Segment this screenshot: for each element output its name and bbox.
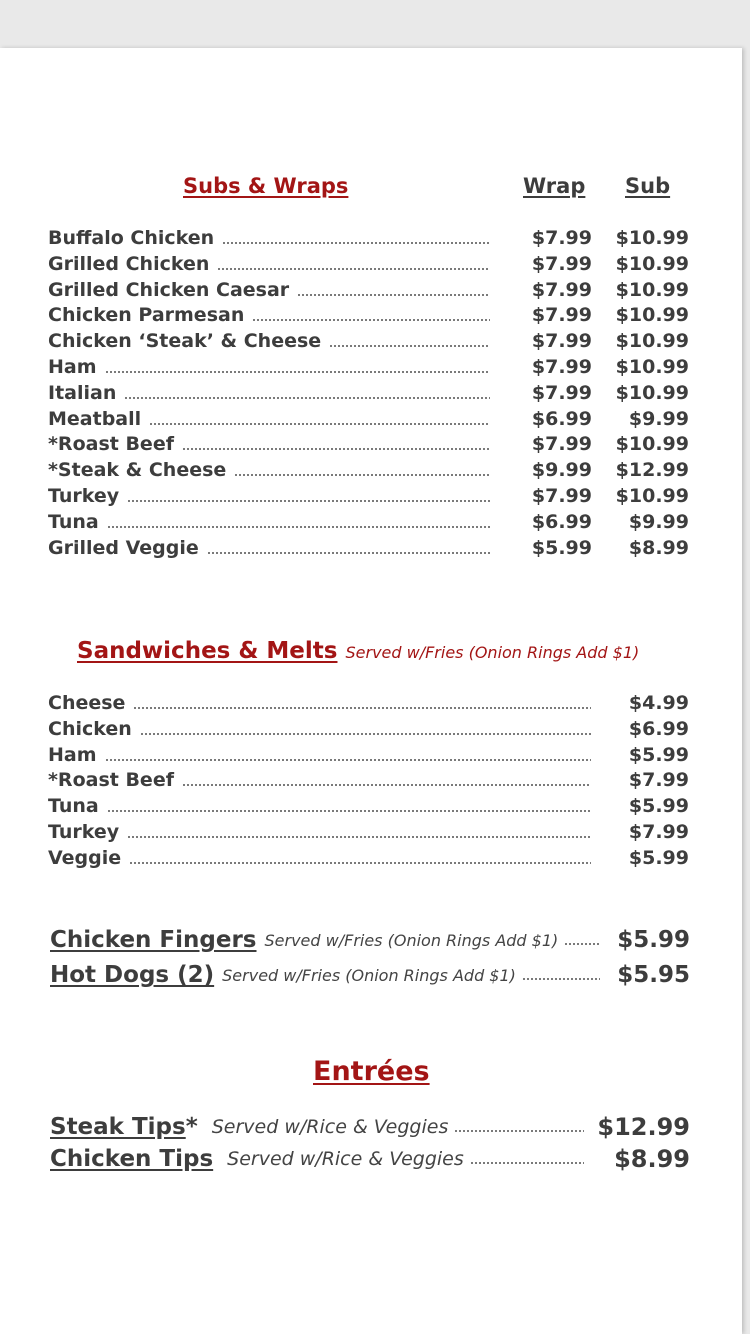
sandwiches-title: Sandwiches & Melts (77, 638, 338, 664)
menu-item-row (48, 225, 689, 251)
special-price: $5.99 (617, 927, 690, 953)
menu-item-row (48, 483, 689, 509)
entree-name: Chicken Tips (50, 1146, 214, 1172)
menu-page (0, 48, 742, 1334)
dot-leader (182, 781, 591, 787)
sub-column-header: Sub (625, 174, 671, 198)
sub-price: $10.99 (615, 304, 689, 327)
dot-leader (140, 730, 591, 736)
dot-leader (149, 420, 490, 426)
menu-item-row (48, 277, 689, 303)
entree-name: Steak Tips (50, 1114, 186, 1140)
entree-row (50, 1142, 690, 1176)
item-name: *Steak & Cheese (48, 459, 227, 482)
sub-price: $10.99 (615, 278, 689, 301)
item-name: Chicken Parmesan (48, 304, 245, 327)
item-price: $5.99 (628, 795, 689, 818)
dot-leader (470, 1159, 584, 1165)
wrap-price: $7.99 (531, 227, 592, 249)
sub-price: $9.99 (628, 510, 689, 533)
item-name: Buffalo Chicken (48, 227, 215, 249)
item-name: Grilled Chicken Caesar (48, 278, 290, 301)
item-price: $4.99 (628, 692, 689, 714)
special-note: Served w/Fries (Onion Rings Add $1) (222, 965, 516, 985)
item-name: Chicken (48, 717, 132, 740)
menu-item-row (48, 793, 689, 819)
entree-suffix: * (185, 1114, 198, 1140)
wrap-price: $7.99 (531, 330, 592, 353)
menu-item-row (48, 535, 689, 561)
wrap-column-header: Wrap (523, 174, 586, 198)
item-name: Grilled Veggie (48, 536, 199, 559)
sub-price: $10.99 (615, 356, 689, 378)
special-row (50, 923, 690, 957)
menu-item-row (48, 457, 689, 483)
sub-price: $8.99 (628, 536, 689, 559)
entrees-title: Entrées (313, 1056, 430, 1087)
item-name: Chicken ‘Steak’ & Cheese (48, 330, 322, 353)
dot-leader (182, 445, 490, 451)
item-name: Tuna (48, 795, 99, 818)
sub-price: $10.99 (615, 433, 689, 456)
sub-price: $10.99 (615, 381, 689, 404)
dot-leader (124, 394, 490, 400)
dot-leader (107, 807, 591, 813)
sub-price: $10.99 (615, 485, 689, 507)
entree-price: $8.99 (614, 1145, 690, 1173)
menu-item-row (48, 431, 689, 457)
wrap-price: $6.99 (531, 407, 592, 430)
entree-price: $12.99 (597, 1113, 690, 1141)
menu-item-row (48, 742, 689, 768)
dot-leader (217, 265, 490, 271)
menu-item-row (48, 690, 689, 716)
item-price: $5.99 (628, 743, 689, 766)
dot-leader (127, 497, 490, 503)
special-name: Chicken Fingers (50, 927, 257, 953)
item-name: *Roast Beef (48, 433, 174, 456)
special-name: Hot Dogs (2) (50, 962, 215, 988)
item-name: Turkey (48, 485, 120, 507)
wrap-price: $6.99 (531, 510, 592, 533)
sandwiches-header (77, 638, 639, 664)
dot-leader (105, 368, 490, 374)
wrap-price: $7.99 (531, 381, 592, 404)
sub-price: $10.99 (615, 252, 689, 275)
item-name: Cheese (48, 692, 126, 714)
dot-leader (297, 291, 490, 297)
dot-leader (222, 239, 490, 245)
item-price: $7.99 (628, 821, 689, 843)
wrap-price: $7.99 (531, 252, 592, 275)
dot-leader (107, 523, 490, 529)
sub-price: $9.99 (628, 407, 689, 430)
subs-wraps-title: Subs & Wraps (183, 174, 349, 198)
wrap-price: $7.99 (531, 304, 592, 327)
menu-item-row (48, 251, 689, 277)
menu-item-row (48, 406, 689, 432)
item-name: Tuna (48, 510, 99, 533)
special-row (50, 958, 690, 992)
dot-leader (454, 1127, 584, 1133)
sandwiches-note: Served w/Fries (Onion Rings Add $1) (345, 643, 640, 662)
wrap-price: $7.99 (531, 485, 592, 507)
item-name: Veggie (48, 846, 122, 869)
dot-leader (207, 549, 490, 555)
item-name: Ham (48, 743, 97, 766)
dot-leader (133, 704, 591, 710)
sub-price: $10.99 (615, 330, 689, 353)
dot-leader (105, 756, 591, 762)
item-price: $7.99 (628, 769, 689, 792)
sub-price: $10.99 (615, 227, 689, 249)
item-name: Ham (48, 356, 97, 378)
dot-leader (252, 316, 490, 322)
menu-item-row (48, 767, 689, 793)
item-name: Grilled Chicken (48, 252, 210, 275)
dot-leader (564, 940, 600, 946)
menu-item-row (48, 509, 689, 535)
item-name: Meatball (48, 407, 142, 430)
entree-note: Served w/Rice & Veggies (211, 1116, 449, 1138)
menu-item-row (48, 380, 689, 406)
menu-item-row (48, 328, 689, 354)
special-note: Served w/Fries (Onion Rings Add $1) (264, 930, 559, 950)
special-price: $5.95 (617, 962, 690, 988)
item-price: $5.99 (628, 846, 689, 869)
menu-item-row (48, 716, 689, 742)
dot-leader (234, 471, 490, 477)
entree-row (50, 1110, 690, 1144)
wrap-price: $7.99 (531, 433, 592, 456)
wrap-price: $9.99 (531, 459, 592, 482)
entree-note: Served w/Rice & Veggies (227, 1148, 464, 1170)
wrap-price: $7.99 (531, 356, 592, 378)
menu-item-row (48, 845, 689, 871)
menu-item-row (48, 302, 689, 328)
wrap-price: $7.99 (531, 278, 592, 301)
sub-price: $12.99 (615, 459, 689, 482)
wrap-price: $5.99 (531, 536, 592, 559)
item-name: Italian (48, 381, 117, 404)
menu-item-row (48, 354, 689, 380)
item-name: Turkey (48, 821, 120, 843)
dot-leader (329, 342, 490, 348)
dot-leader (127, 833, 591, 839)
dot-leader (522, 975, 600, 981)
dot-leader (129, 859, 591, 865)
item-price: $6.99 (628, 717, 689, 740)
item-name: *Roast Beef (48, 769, 174, 792)
menu-item-row (48, 819, 689, 845)
